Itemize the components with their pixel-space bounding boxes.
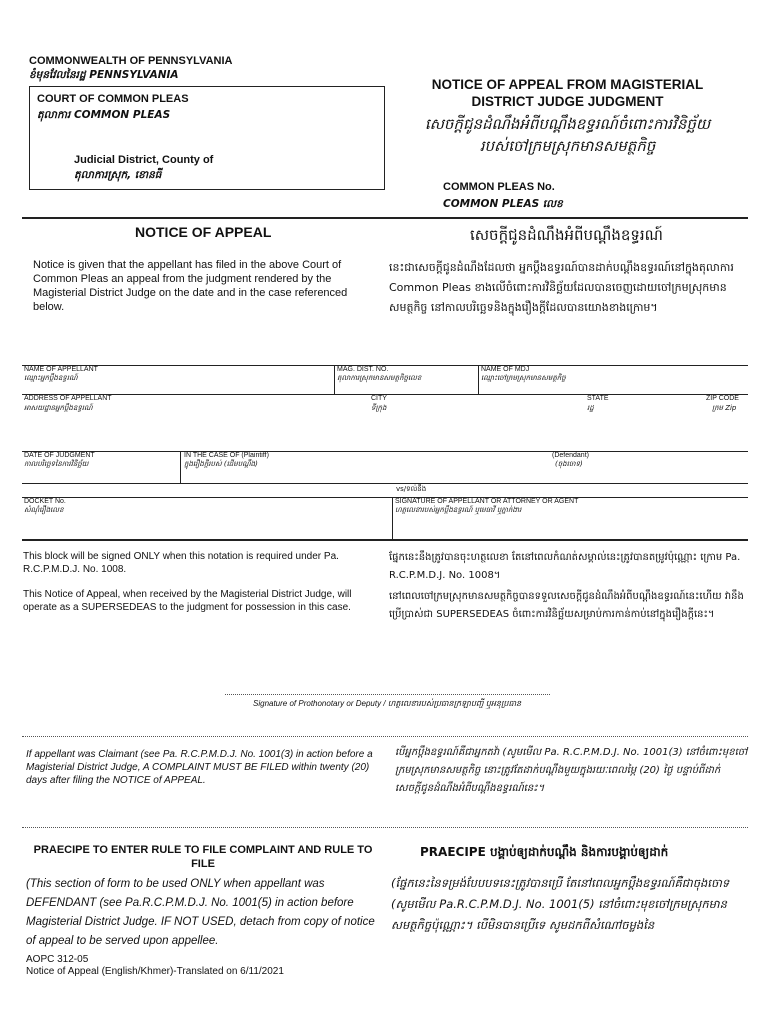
plaintiff-field[interactable] [184,469,544,481]
name-appellant-label: NAME OF APPELLANT [24,366,98,373]
cp-number-label-km: COMMON PLEAS លេខ [443,198,563,210]
defendant-label-km: (ចុងចោទ) [555,460,583,468]
versus-label: vs/ទល់នឹង [396,485,427,493]
form-title-km-line2: របស់ចៅក្រមស្រុកមានសមត្ថកិច្ច [479,137,656,155]
address-label-km: អាសយដ្ឋានអ្នកប្តឹងឧទ្ធរណ៍ [24,404,93,412]
commonwealth-label-km: ខំមុនវែលនៃរដ្ឋ PENNSYLVANIA [29,69,179,81]
case-of-label: IN THE CASE OF (Plaintiff) [184,452,269,459]
header-divider [22,217,748,219]
col-line [180,451,181,483]
form-title [395,76,740,110]
signature-label-km: ហត្ថលេខារបស់អ្នកប្តឹងឧទ្ធរណ៍ ឬមេធាវី ឬភ្នាក់ងារ [395,506,522,514]
section-divider-1 [22,539,748,541]
court-label: COURT OF COMMON PLEAS [37,93,189,105]
address-field[interactable] [24,414,364,444]
form-description: Notice of Appeal (English/Khmer)-Translated on 6/11/2021 [26,966,284,977]
city-label: CITY [371,395,387,402]
notice-heading-km: សេចក្តីជូនដំណឹងអំពីបណ្តឹងឧទ្ធរណ៍ [470,226,663,244]
name-appellant-field[interactable] [24,381,329,393]
court-box [29,86,385,190]
name-appellant-label-km: ឈ្មោះអ្នកប្តឹងឧទ្ធរណ៍ [24,374,78,382]
mag-dist-label-km: តុលាការស្រុកមានសមត្ថកិច្ចលេខ [337,374,422,382]
col-line [334,365,335,394]
docket-label-km: សំណុំរឿងលេខ [24,506,64,514]
section-divider-2 [22,736,748,737]
city-field[interactable] [371,414,571,444]
address-label: ADDRESS OF APPELLANT [24,395,112,402]
signature-label: SIGNATURE OF APPELLANT OR ATTORNEY OR AGENT [395,498,579,505]
date-judgment-label-km: កាលបរិច្ឆេទនៃការវិនិច្ឆ័យ [24,460,89,468]
notice-body-km: នេះជាសេចក្តីជូនដំណឹងដែលថា អ្នកប្តឹងឧទ្ធរណ៍បានដាក់បណ្តឹងឧទ្ធរណ៍នៅក្នុងតុលាការ Common Pleas ខាងលើចំពោះការវិនិច្ឆ័យដែលបានចេញដោយចៅក្រមស្រុកមានសមត្ថកិច្ច នៅកាលបរិច្ឆេទនិងក្នុងរឿងក្តីដែលបានយោងខាងក្រោម។ [389,261,734,314]
notice-body: Notice is given that the appellant has filed in the above Court of Common Pleas an appeal from the judgment rendered by the Magisterial District Judge on the date and in the case referenced below. [33,259,348,313]
col-line [478,365,479,394]
commonwealth-label: COMMONWEALTH OF PENNSYLVANIA [29,55,233,67]
col-line [392,497,393,539]
notice-heading: NOTICE OF APPEAL [135,224,272,240]
state-label: STATE [587,395,609,402]
claimant-note-km: បើអ្នកប្តឹងឧទ្ធរណ៍គឺជាអ្នកតវ៉ា (សូមមើល Pa. R.C.P.M.D.J. No. 1001(3) នៅចំពោះមុខចៅក្រមស្រុកមានសមត្ថកិច្ច នោះត្រូវតែដាក់បណ្តឹងមួយក្នុងរយៈពេលម្ភៃ (20) ថ្ងៃ បន្ទាប់ពីដាក់សេចក្តីជូនដំណឹងអំពីបណ្តឹងឧទ្ធរណ៍នេះ។ [395,747,748,794]
mag-dist-field[interactable] [337,381,475,393]
zip-label-km: ក្រម Zip [712,404,737,412]
name-mdj-field[interactable] [481,381,743,393]
signed-only-note: This block will be signed ONLY when this notation is required under Pa. R.C.P.M.D.J. No. 1008. [23,551,339,575]
prothonotary-signature-line[interactable] [225,694,550,695]
date-judgment-label: DATE OF JUDGMENT [24,452,95,459]
court-label-km: តុលាការ COMMON PLEAS [37,109,171,121]
section-divider-3 [22,827,748,828]
mag-dist-label: MAG. DIST. NO. [337,366,389,373]
cp-number-label: COMMON PLEAS No. [443,181,555,193]
row-line-5 [22,497,748,498]
district-label-km: តុលាការស្រុក, ខោនធី [74,169,162,181]
district-label: Judicial District, County of [74,154,214,166]
case-of-label-km: ក្នុងរឿងក្តីរបស់ (ដើមបណ្តឹង) [184,460,258,468]
form-title-km-line1: សេចក្តីជូនដំណឹងអំពីបណ្តឹងឧទ្ធរណ៍ចំពោះការវិនិច្ឆ័យ [424,115,711,133]
praecipe-heading: PRAECIPE TO ENTER RULE TO FILE COMPLAINT AND RULE TO FILE [33,844,373,870]
signed-only-note-km: ផ្នែកនេះនឹងត្រូវបានចុះហត្ថលេខា តែនៅពេលកំណត់សម្គាល់នេះត្រូវបានតម្រូវប៉ុណ្ណោះ ក្រោម Pa. R.C.P.M.D.J. No. 1008។ [389,552,741,581]
zip-field[interactable] [690,414,745,444]
form-title-line2: DISTRICT JUDGE JUDGMENT [471,94,664,109]
signature-field[interactable] [395,517,740,535]
zip-label: ZIP CODE [706,395,739,402]
docket-field[interactable] [24,517,384,535]
row-line-3 [22,451,748,452]
name-mdj-label-km: ឈ្មោះចៅក្រមស្រុកមានសមត្ថកិច្ច [481,374,566,382]
claimant-note: If appellant was Claimant (see Pa. R.C.P.M.D.J. No. 1001(3) in action before a Magisterial District Judge, A COMPLAINT MUST BE FILED within twenty (20) days after filing the NOTICE of APPEAL. [26,749,373,786]
supersedeas-note: This Notice of Appeal, when received by the Magisterial District Judge, will operate as a SUPERSEDEAS to the judgment for possession in this case. [23,589,352,613]
praecipe-heading-km: PRAECIPE បង្គាប់ឲ្យដាក់បណ្តឹង និងការបង្គាប់ឲ្យដាក់ [420,845,669,859]
defendant-label: (Defendant) [552,452,589,459]
city-label-km: ទីក្រុង [371,404,387,412]
date-judgment-field[interactable] [24,469,174,481]
name-mdj-label: NAME OF MDJ [481,366,530,373]
docket-label: DOCKET No. [24,498,66,505]
praecipe-body: (This section of form to be used ONLY when appellant was DEFENDANT (see Pa.R.C.P.M.D.J. No. 1001(5) in action before Magisterial District Judge. IF NOT USED, detach from copy of notice of appeal to be served upon appellee. [26,878,375,947]
state-label-km: រដ្ឋ [587,404,594,412]
praecipe-body-km: (ផ្នែកនេះនៃទម្រង់បែបបទនេះត្រូវបានប្រើ តែនៅពេលអ្នកប្តឹងឧទ្ធរណ៍គឺជាចុងចោទ (សូមមើល Pa.R.C.P.M.D.J. No. 1001(5) នៅចំពោះមុខចៅក្រមស្រុកមានសមត្ថកិច្ចប៉ុណ្ណោះ។ បើមិនបានប្រើទេ សូមដកពីសំណៅចម្លងនៃ [391,876,730,932]
form-title-line1: NOTICE OF APPEAL FROM MAGISTERIAL [431,77,704,92]
form-number: AOPC 312-05 [26,954,89,965]
defendant-field[interactable] [552,469,742,481]
state-field[interactable] [587,414,667,444]
row-line-4 [22,483,748,484]
prothonotary-label: Signature of Prothonotary or Deputy / ហត្ថលេខារបស់ប្រធានក្រឡាបញ្ជី ឬអនុប្រធាន [253,699,522,708]
supersedeas-note-km: នៅពេលចៅក្រមស្រុកមានសមត្ថកិច្ចបានទទួលសេចក្តីជូនដំណឹងអំពីបណ្តឹងឧទ្ធរណ៍នេះហើយ វានឹងប្រើប្រាស់ជា SUPERSEDEAS ចំពោះការវិនិច្ឆ័យសម្រាប់ការកាន់កាប់នៅក្នុងរឿងក្តីនេះ។ [389,591,744,620]
form-title-km [395,113,740,157]
